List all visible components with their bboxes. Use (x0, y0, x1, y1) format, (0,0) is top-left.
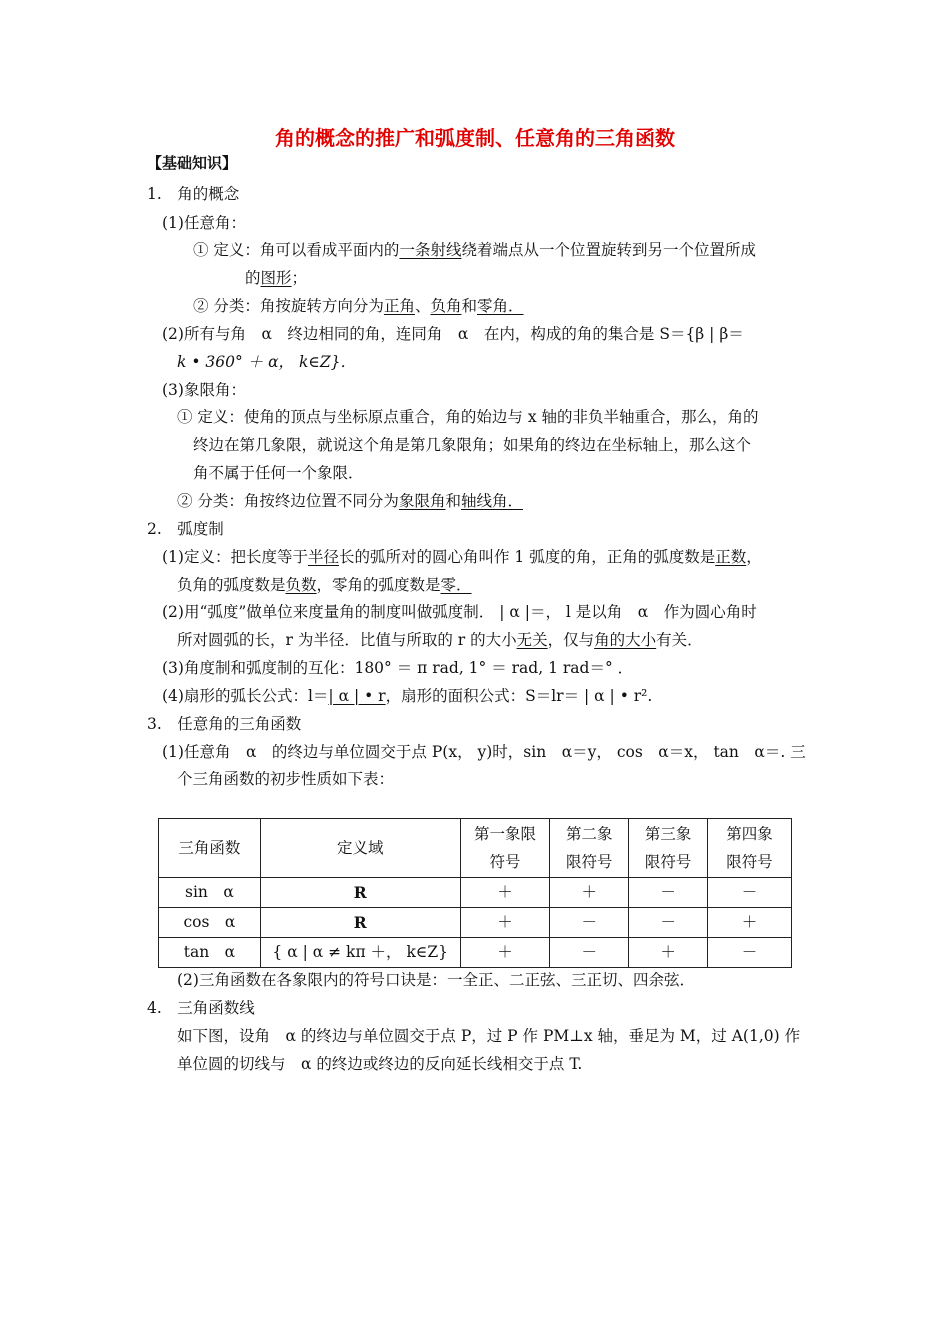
radian-def-line-1: (1)定义：把长度等于半径长的弧所对的圆心角叫作 1 弧度的角，正角的弧度数是正数， (162, 548, 762, 566)
table-cell: － (550, 908, 629, 938)
trig-def-line-1: (1)任意角 α 的终边与单位圆交于点 P(x， y)时，sin α＝y， cos α＝x， tan α＝. 三 (162, 743, 806, 761)
table-cell: ＋ (550, 878, 629, 908)
heading-4: 4. 三角函数线 (147, 999, 255, 1017)
trig-lines-text-1: 如下图，设角 α 的终边与单位圆交于点 P，过 P 作 PM⊥x 轴，垂足为 M，过 A(1,0) 作 (177, 1027, 801, 1045)
table-cell: － (550, 938, 629, 968)
table-cell: － (708, 938, 792, 968)
radian-system-line-2: 所对圆弧的长，r 为半径．比值与所取的 r 的大小无关，仅与角的大小有关． (177, 631, 703, 649)
table-header-cell: 第二象 限符号 (550, 819, 629, 878)
definition-line-1: ① 定义：角可以看成平面内的一条射线绕着端点从一个位置旋转到另一个位置所成 (193, 241, 756, 259)
radian-system-line-1: (2)用“弧度”做单位来度量角的制度叫做弧度制． | α |＝， l 是以角 α 作为圆心角时 (162, 603, 757, 621)
table-cell: cos α (159, 908, 261, 938)
table-cell: － (708, 878, 792, 908)
quadrant-def-line-2: 终边在第几象限，就说这个角是第几象限角；如果角的终边在坐标轴上，那么这个 (193, 436, 752, 454)
table-row (159, 908, 792, 938)
conversion-line: (3)角度制和弧度制的互化：180° ＝ π rad, 1° ＝ rad, 1 rad＝° ． (162, 659, 634, 677)
table-header-row (159, 819, 792, 878)
section-heading: 【基础知识】 (147, 154, 238, 172)
sign-mnemonic-line: (2)三角函数在各象限内的符号口诀是：一全正、二正弦、三正切、四余弦． (177, 971, 695, 989)
table-cell: ＋ (460, 938, 550, 968)
document-title: 角的概念的推广和弧度制、任意角的三角函数 (275, 126, 675, 150)
trig-lines-text-2: 单位圆的切线与 α 的终边或终边的反向延长线相交于点 T. (177, 1055, 583, 1073)
table-header-cell: 定义域 (260, 819, 460, 878)
para-arbitrary-angle: (1)任意角： (162, 214, 246, 232)
heading-3: 3. 任意角的三角函数 (147, 715, 302, 733)
table-row (159, 878, 792, 908)
table-cell: sin α (159, 878, 261, 908)
sign-table (158, 818, 792, 968)
table-cell: tan α (159, 938, 261, 968)
table-cell: ＋ (629, 938, 708, 968)
coterminal-line-1: (2)所有与角 α 终边相同的角，连同角 α 在内，构成的角的集合是 S＝{β | β＝ (162, 325, 744, 343)
table-cell: ＋ (708, 908, 792, 938)
para-quadrant-angle: (3)象限角： (162, 381, 246, 399)
table-cell: R (260, 878, 460, 908)
table-cell: － (629, 878, 708, 908)
table-header-cell: 第一象限 符号 (460, 819, 550, 878)
trig-def-line-2: 个三角函数的初步性质如下表： (177, 770, 395, 788)
quadrant-def-line-1: ① 定义：使角的顶点与坐标原点重合，角的始边与 x 轴的非负半轴重合，那么，角的 (177, 408, 759, 426)
quadrant-classification: ② 分类：角按终边位置不同分为象限角和轴线角． (177, 492, 523, 510)
quadrant-def-line-3: 角不属于任何一个象限． (193, 464, 364, 482)
radian-def-line-2: 负角的弧度数是负数，零角的弧度数是零． (177, 576, 472, 594)
classification-line: ② 分类：角按旋转方向分为正角、负角和零角． (193, 297, 524, 315)
table-cell: － (629, 908, 708, 938)
sector-formula-line: (4)扇形的弧长公式：l＝| α | • r，扇形的面积公式：S＝lr＝ | α | • r². (162, 687, 653, 705)
table-header-cell: 第三象 限符号 (629, 819, 708, 878)
table-row (159, 938, 792, 968)
table-header-cell: 第四象 限符号 (708, 819, 792, 878)
table-cell: ＋ (460, 908, 550, 938)
table-cell: R (260, 908, 460, 938)
table-cell: { α | α ≠ kπ ＋， k∈Z} (260, 938, 460, 968)
coterminal-line-2: k • 360° ＋ α， k∈Z}． (177, 353, 356, 371)
heading-2: 2. 弧度制 (147, 520, 224, 538)
definition-line-2: 的图形； (245, 269, 308, 287)
table-cell: ＋ (460, 878, 550, 908)
table-header-cell: 三角函数 (159, 819, 261, 878)
heading-1: 1. 角的概念 (147, 185, 240, 203)
